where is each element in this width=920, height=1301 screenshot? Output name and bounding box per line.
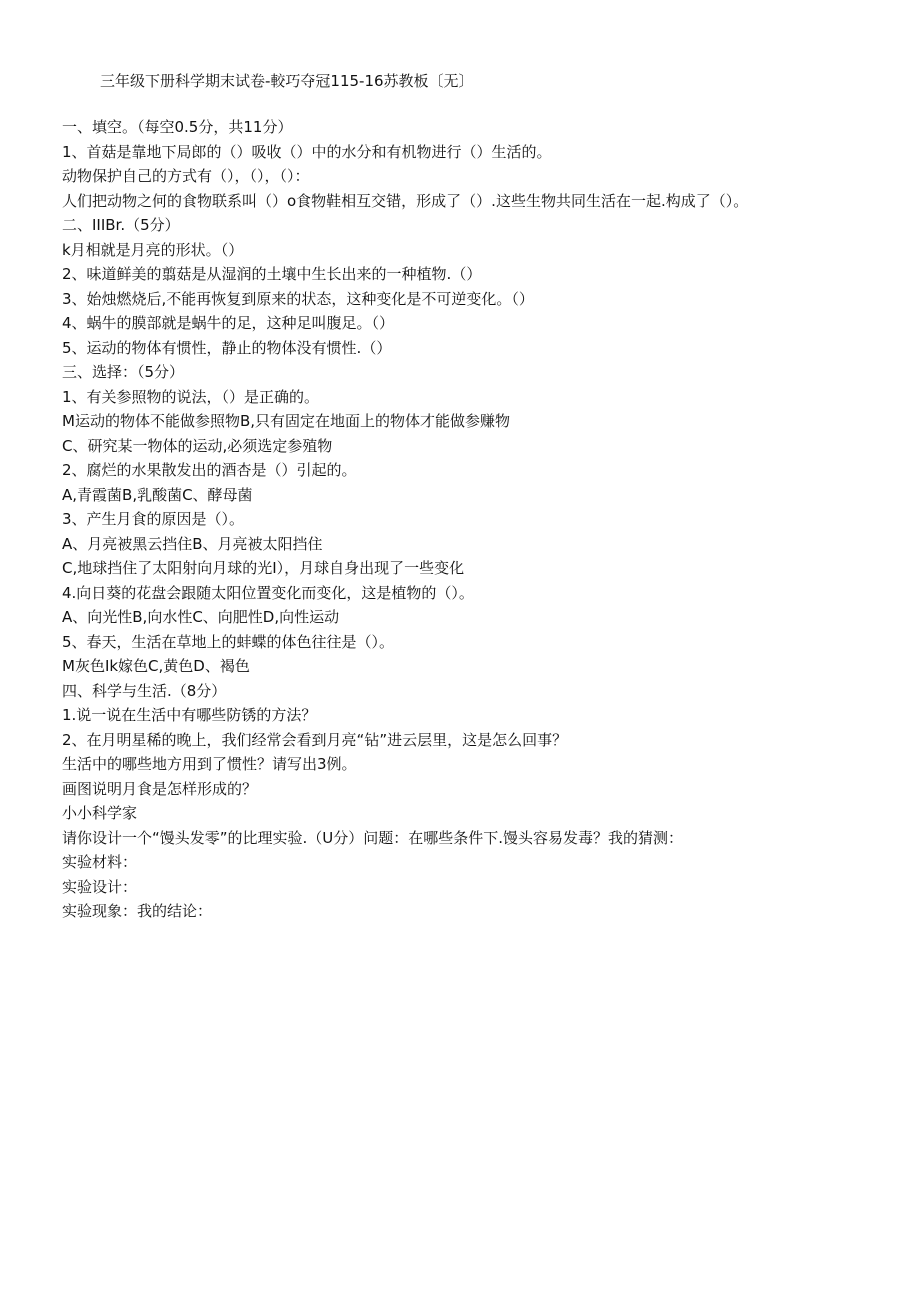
question-text: 人们把动物之何的食物联系叫（）o食物鞋相互交错，形成了（）.这些生物共同生活在一起.构成了（）。 (62, 191, 749, 210)
section-heading-scientist: 小小科学家 (62, 804, 138, 822)
answer-options: A、向光性B,向水性C、向肥性D,向性运动 (62, 608, 340, 626)
question-text: 4.向日葵的花盘会跟随太阳位置变化而变化，这是植物的（）。 (62, 583, 474, 602)
question-text: 2、在月明星稀的晚上，我们经常会看到月亮“钻”进云层里，这是怎么回事？ (62, 730, 568, 749)
question-text: 3、始烛燃烧后,不能再恢复到原来的状态，这种变化是不可逆变化。（） (62, 289, 534, 308)
answer-options: C、研究某一物体的运动,必须选定参殖物 (62, 436, 333, 455)
answer-options: C,地球挡住了太阳射向月球的光I），月球自身出现了一些变化 (62, 559, 465, 577)
experiment-materials-label: 实验材料： (62, 853, 138, 871)
question-text: 2、腐烂的水果散发出的酒杏是（）引起的。 (62, 461, 357, 479)
experiment-result-label: 实验现象：我的结论： (62, 902, 213, 920)
question-text: 生活中的哪些地方用到了惯性？请写出3例。 (62, 755, 357, 773)
exam-title: 三年级下册科学期末试卷-較巧夺冠115-16苏教板〔无〕 (100, 72, 474, 90)
question-text: 1、有关参照物的说法，（）是正确的。 (62, 387, 320, 406)
experiment-design-label: 实验设计： (62, 877, 138, 896)
section-heading-judge: 二、IIIBr.（5分） (62, 216, 180, 234)
question-text: 画图说明月食是怎样形成的？ (62, 779, 258, 798)
question-text: 1.说一说在生活中有哪些防锈的方法？ (62, 706, 317, 724)
question-text: 3、产生月食的原因是（）。 (62, 510, 245, 528)
section-heading-fill-blank: 一、填空。（每空0.5分，共11分） (62, 118, 293, 136)
question-text: 5、春天，生活在草地上的蚌蝶的体色往往是（）。 (62, 632, 395, 651)
answer-options: A,青霞菌B,乳酸菌C、酵母菌 (62, 485, 253, 504)
section-heading-choice: 三、选择：（5分） (62, 363, 185, 381)
question-text: 4、蜗牛的膜部就是蜗牛的足，这种足叫腹足。（） (62, 314, 395, 332)
answer-options: M运动的物体不能做参照物B,只有固定在地面上的物体才能做参赚物 (62, 412, 511, 430)
answer-options: M灰色Ik嫁色C,黄色D、褐色 (62, 657, 250, 675)
section-heading-life: 四、科学与生活.（8分） (62, 681, 227, 700)
question-text: 动物保护自己的方式有（），（），（）： (62, 167, 310, 185)
question-text: 5、运动的物体有惯性，静止的物体没有惯性.（） (62, 338, 392, 357)
question-text: 1、首菇是靠地下局郎的（）吸收（）中的水分和有机物进行（）生活的。 (62, 142, 552, 161)
question-text: 请你设计一个“馒头发零”的比理实验.（U分）问题：在哪些条件下.馒头容易发毒？我的猜测： (62, 828, 684, 847)
question-text: 2、味道鲜美的翦菇是从湿润的土壤中生长出来的一种植物.（） (62, 265, 482, 283)
question-text: k月相就是月亮的形状。（） (62, 240, 244, 259)
answer-options: A、月亮被黑云挡住B、月亮被太阳挡住 (62, 534, 323, 553)
exam-content (62, 115, 862, 924)
